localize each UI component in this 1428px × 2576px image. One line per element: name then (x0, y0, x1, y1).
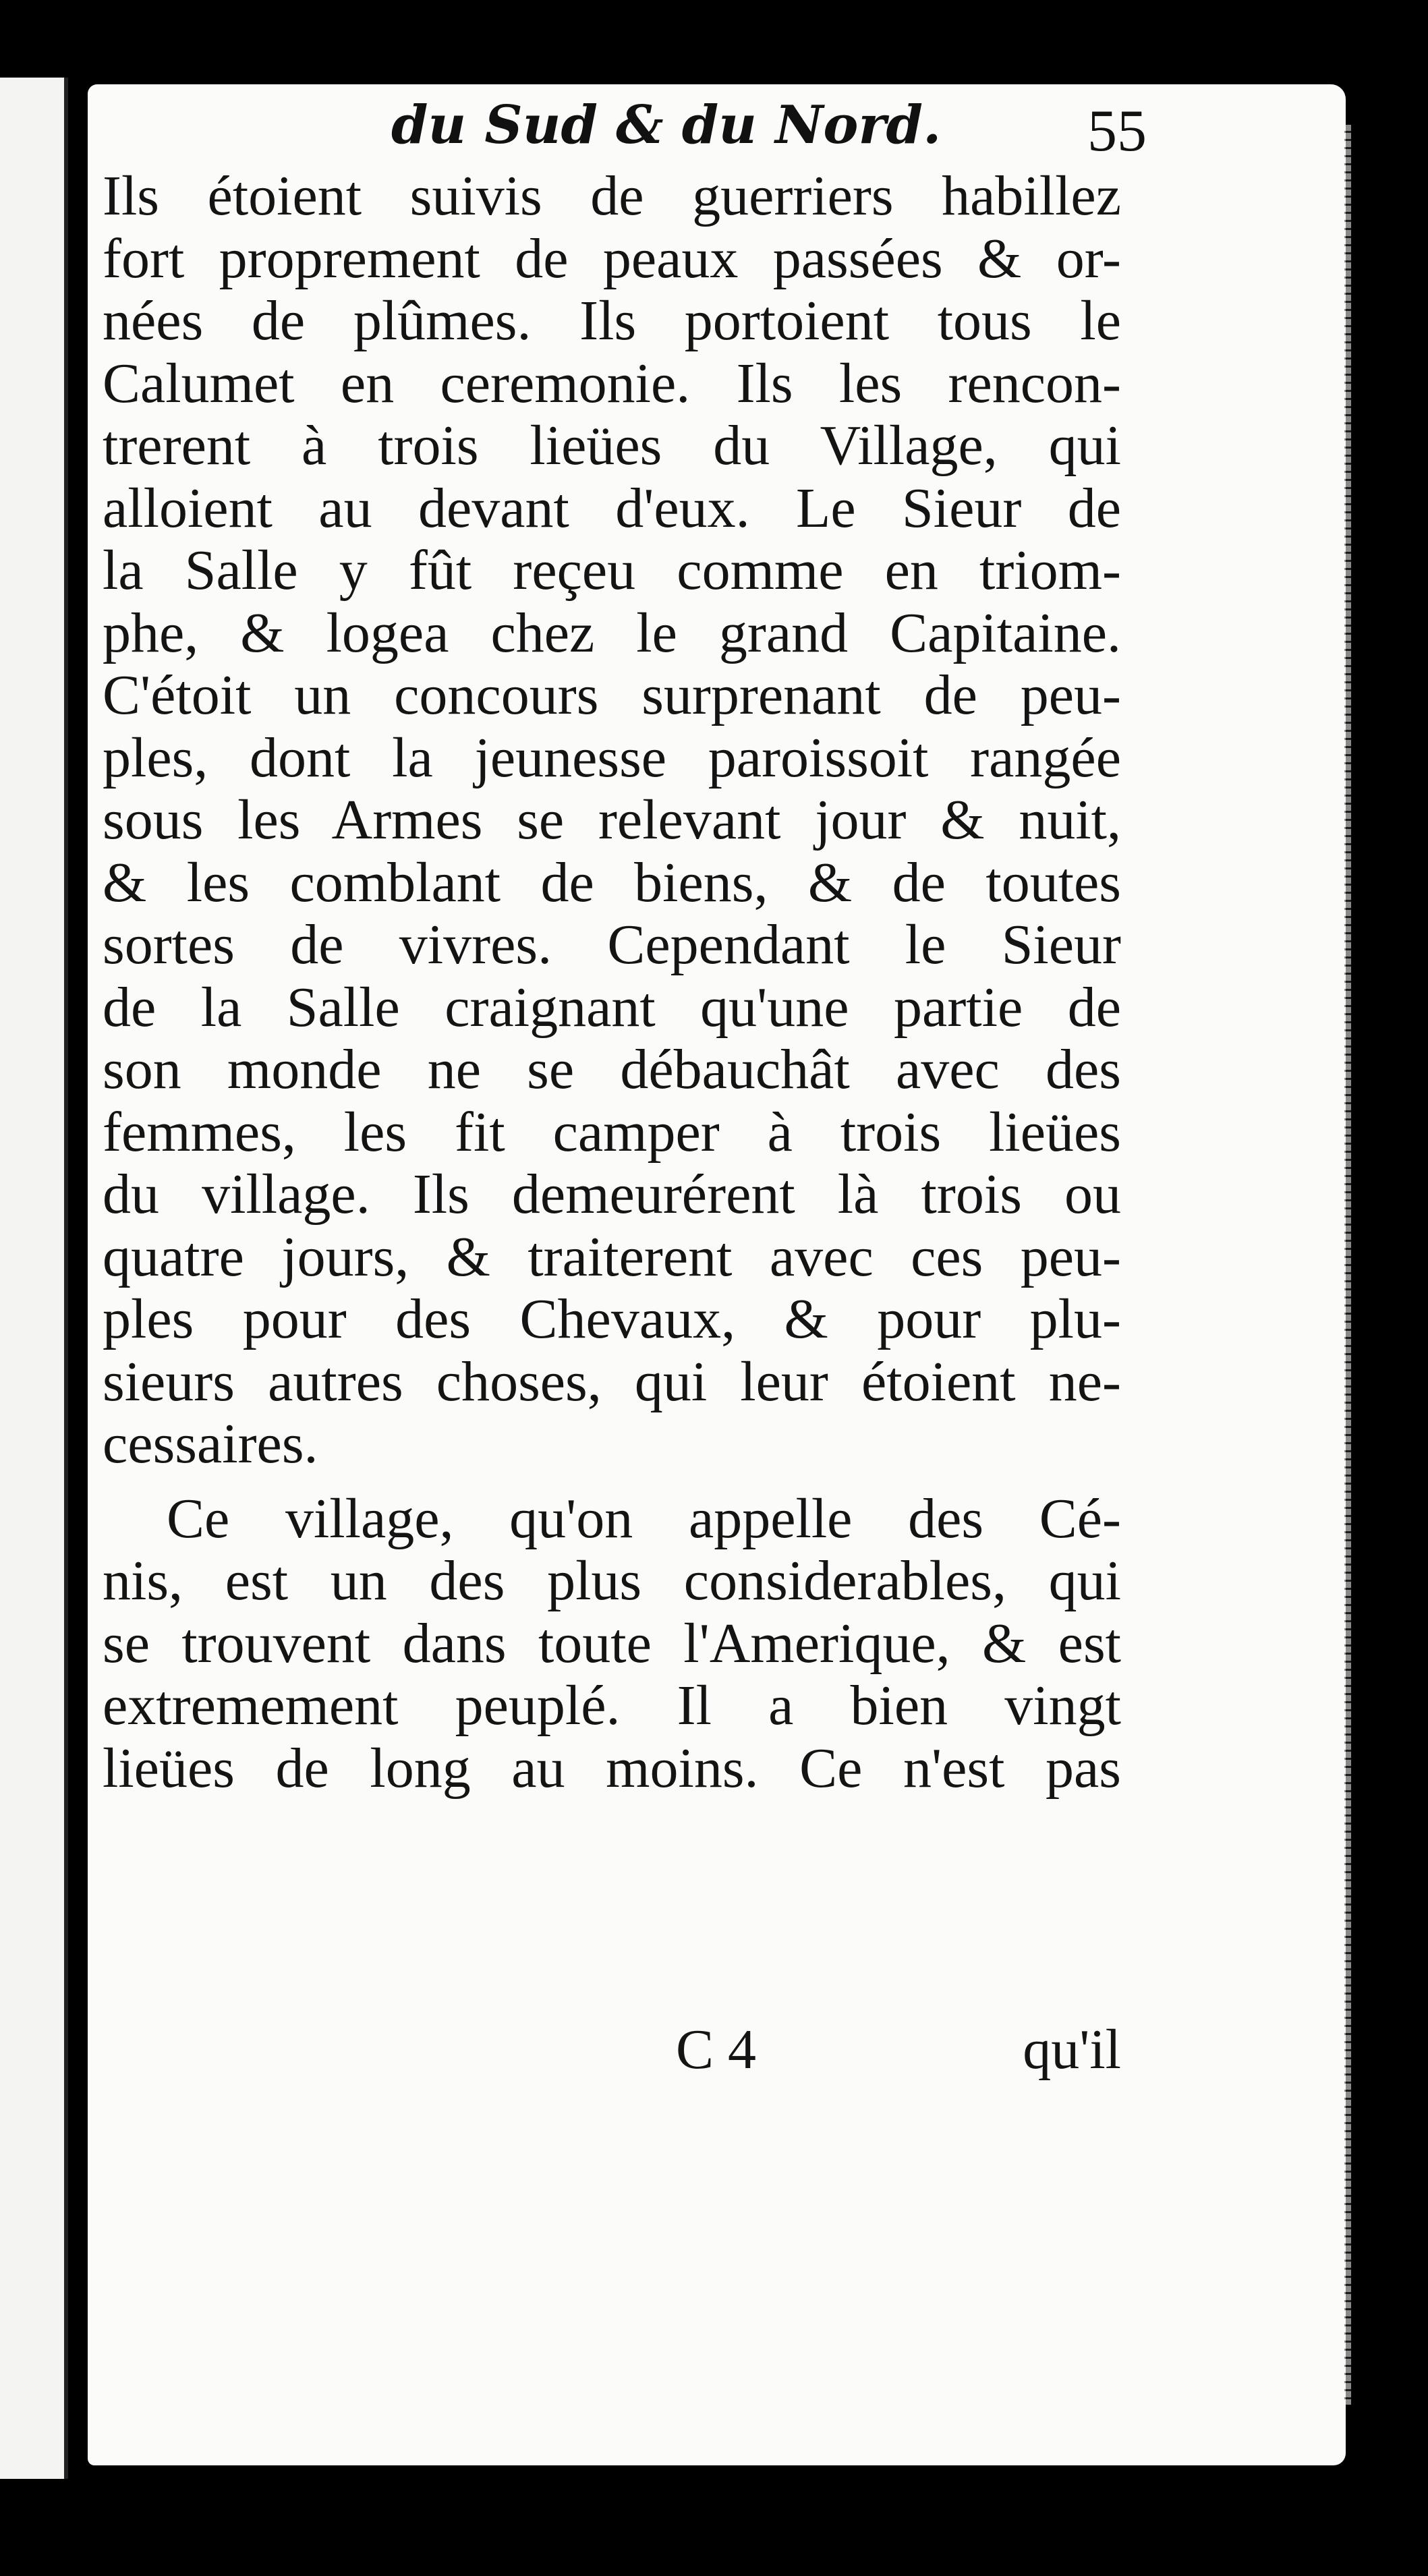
text-line: C'étoit un concours surprenant de peu- (103, 664, 1121, 726)
text-line: se trouvent dans toute l'Amerique, & est (103, 1611, 1121, 1675)
text-line: cessaires. (103, 1412, 318, 1475)
text-line: phe, & logea chez le grand Capitaine. (103, 601, 1121, 664)
text-line: sieurs autres choses, qui leur étoient ne- (103, 1350, 1121, 1413)
text-line: nées de plûmes. Ils portoient tous le (103, 289, 1121, 352)
page-footer (103, 2017, 1121, 2091)
text-line: ples, dont la jeunesse paroissoit rangée (103, 726, 1121, 789)
text-line: femmes, les fit camper à trois lieües (103, 1100, 1121, 1164)
text-line: de la Salle craignant qu'une partie de (103, 975, 1121, 1039)
running-title: du Sud & du Nord. (391, 94, 942, 156)
text-line: trerent à trois lieües du Village, qui (103, 414, 1121, 477)
text-line: sortes de vivres. Cependant le Sieur (103, 913, 1121, 976)
text-line: Calumet en ceremonie. Ils les rencon- (103, 351, 1121, 415)
text-line: Ils étoient suivis de guerriers habillez (103, 165, 1121, 227)
signature-mark: C 4 (676, 2018, 757, 2081)
text-line: du village. Ils demeurérent là trois ou (103, 1163, 1121, 1226)
text-line: quatre jours, & traiterent avec ces peu- (103, 1225, 1121, 1288)
text-line: alloient au devant d'eux. Le Sieur de (103, 476, 1121, 540)
text-line: extremement peuplé. Il a bien vingt (103, 1674, 1121, 1737)
body-text (103, 165, 1121, 1800)
text-line: nis, est un des plus considerables, qui (103, 1549, 1121, 1612)
text-line: ples pour des Chevaux, & pour plu- (103, 1288, 1121, 1350)
page-number: 55 (1087, 98, 1147, 164)
catchword: qu'il (1023, 2018, 1121, 2081)
paragraph-gap (103, 1476, 1121, 1488)
text-line: son monde ne se débauchât avec des (103, 1038, 1121, 1101)
text-line: fort proprement de peaux passées & or- (103, 227, 1121, 290)
text-line: la Salle y fût reçeu comme en triom- (103, 539, 1121, 602)
text-line: Ce village, qu'on appelle des Cé- (167, 1487, 1121, 1550)
text-line: lieües de long au moins. Ce n'est pas (103, 1736, 1121, 1800)
text-line: & les comblant de biens, & de toutes (103, 851, 1121, 914)
text-line: sous les Armes se relevant jour & nuit, (103, 789, 1121, 851)
facing-page-edge (0, 78, 68, 2479)
